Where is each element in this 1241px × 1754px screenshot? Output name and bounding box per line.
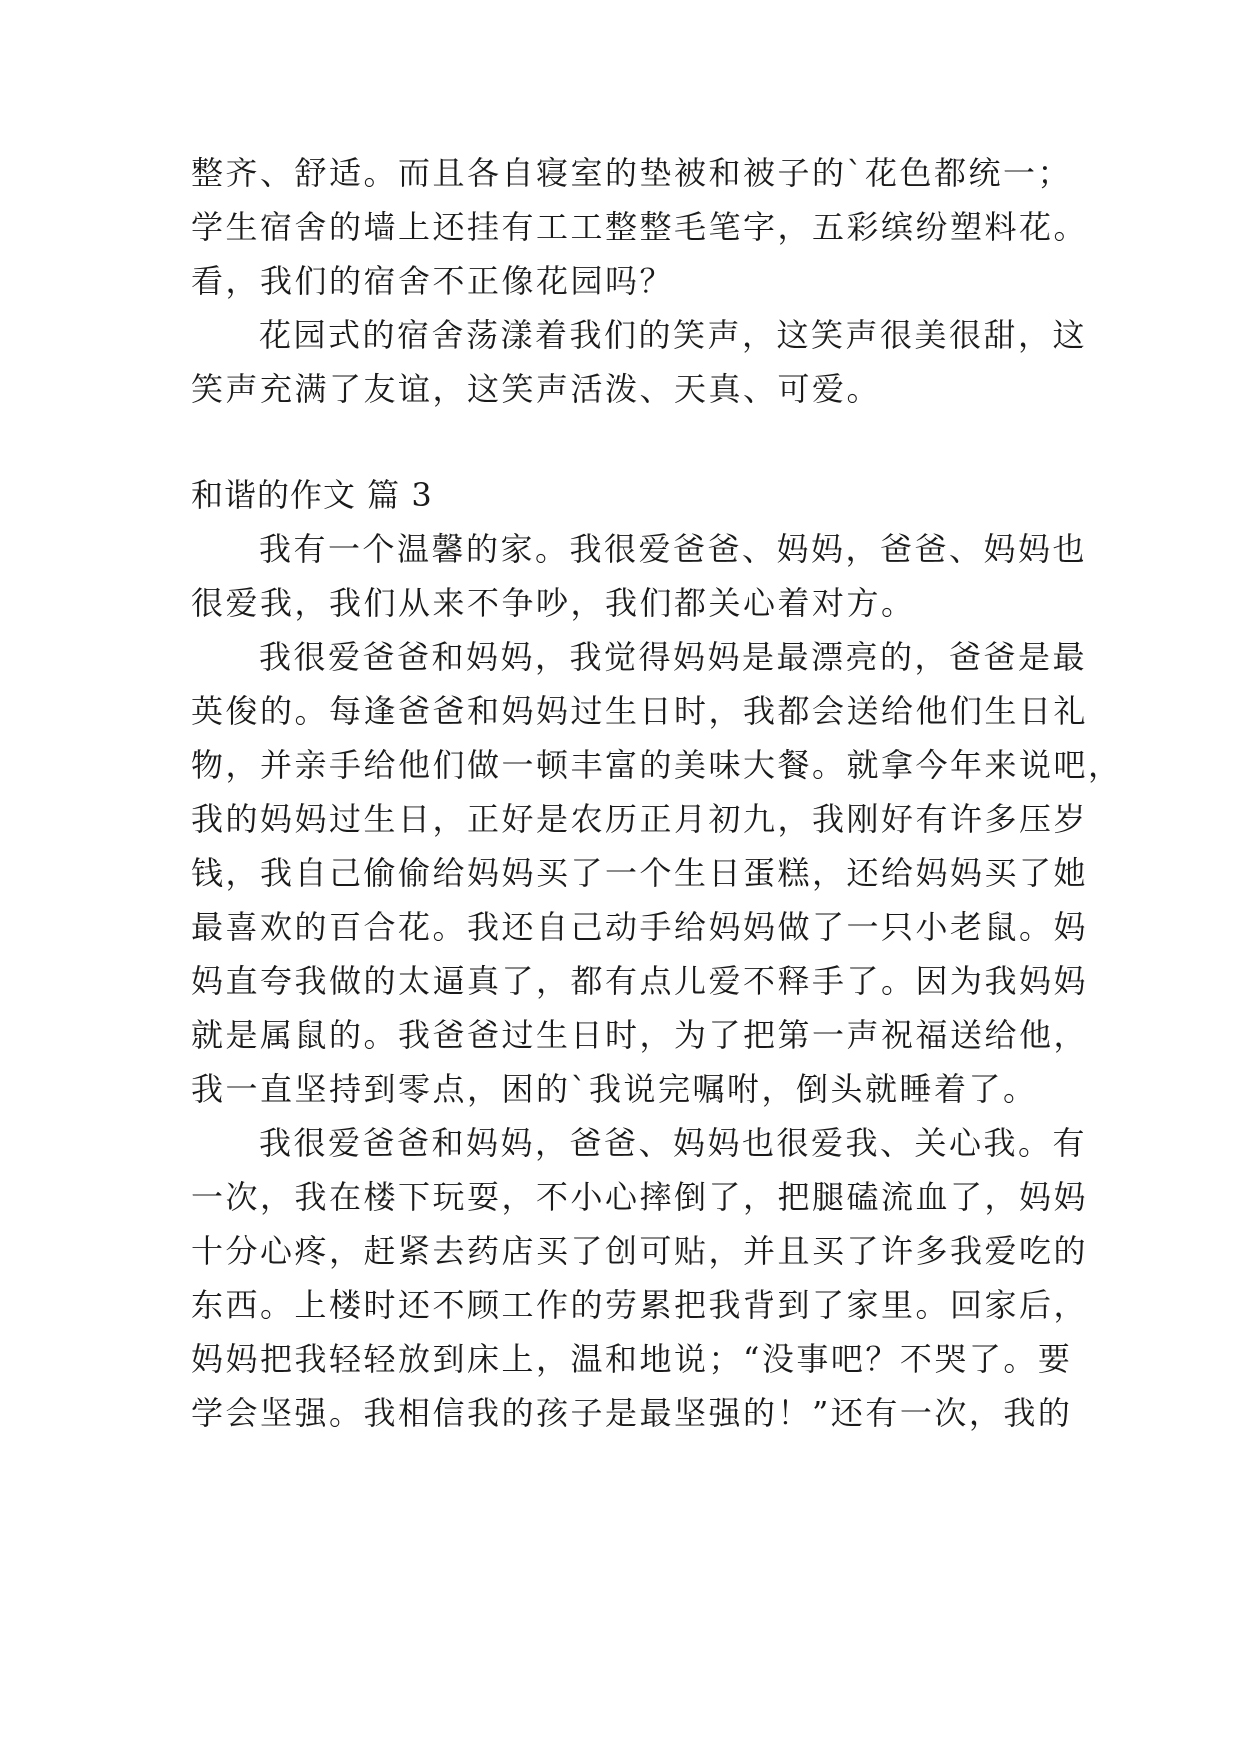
text-line: 整齐、舒适。而且各自寝室的垫被和被子的`花色都统一； — [191, 154, 1073, 192]
text-line: 笑声充满了友谊，这笑声活泼、天真、可爱。 — [191, 370, 882, 408]
text-line: 一次，我在楼下玩耍，不小心摔倒了，把腿磕流血了，妈妈 — [191, 1178, 1089, 1216]
paragraph-first-line: 我很爱爸爸和妈妈，爸爸、妈妈也很爱我、关心我。有 — [259, 1124, 1088, 1162]
text-line: 学生宿舍的墙上还挂有工工整整毛笔字，五彩缤纷塑料花。 — [191, 208, 1089, 246]
text-line: 学会坚强。我相信我的孩子是最坚强的！”还有一次，我的 — [191, 1394, 1073, 1432]
text-line: 看，我们的宿舍不正像花园吗？ — [191, 262, 675, 300]
text-line: 十分心疼，赶紧去药店买了创可贴，并且买了许多我爱吃的 — [191, 1232, 1089, 1270]
paragraph-first-line: 我有一个温馨的家。我很爱爸爸、妈妈，爸爸、妈妈也 — [259, 530, 1088, 568]
paragraph-first-line: 花园式的宿舍荡漾着我们的笑声，这笑声很美很甜，这 — [259, 316, 1088, 354]
text-line: 妈妈把我轻轻放到床上，温和地说；“没事吧？不哭了。要 — [191, 1340, 1073, 1378]
text-line: 我的妈妈过生日，正好是农历正月初九，我刚好有许多压岁 — [191, 800, 1089, 838]
section-heading: 和谐的作文 篇 3 — [191, 476, 433, 514]
text-line: 东西。上楼时还不顾工作的劳累把我背到了家里。回家后， — [191, 1286, 1089, 1324]
paragraph-first-line: 我很爱爸爸和妈妈，我觉得妈妈是最漂亮的，爸爸是最 — [259, 638, 1088, 676]
text-line: 钱，我自己偷偷给妈妈买了一个生日蛋糕，还给妈妈买了她 — [191, 854, 1089, 892]
text-line: 妈直夸我做的太逼真了，都有点儿爱不释手了。因为我妈妈 — [191, 962, 1089, 1000]
text-line: 英俊的。每逢爸爸和妈妈过生日时，我都会送给他们生日礼 — [191, 692, 1089, 730]
text-line: 最喜欢的百合花。我还自己动手给妈妈做了一只小老鼠。妈 — [191, 908, 1089, 946]
text-line: 很爱我，我们从来不争吵，我们都关心着对方。 — [191, 584, 916, 622]
text-line: 物，并亲手给他们做一顿丰富的美味大餐。就拿今年来说吧， — [191, 746, 1123, 784]
text-line: 就是属鼠的。我爸爸过生日时，为了把第一声祝福送给他， — [191, 1016, 1089, 1054]
text-line: 我一直坚持到零点，困的`我说完嘱咐，倒头就睡着了。 — [191, 1070, 1038, 1108]
